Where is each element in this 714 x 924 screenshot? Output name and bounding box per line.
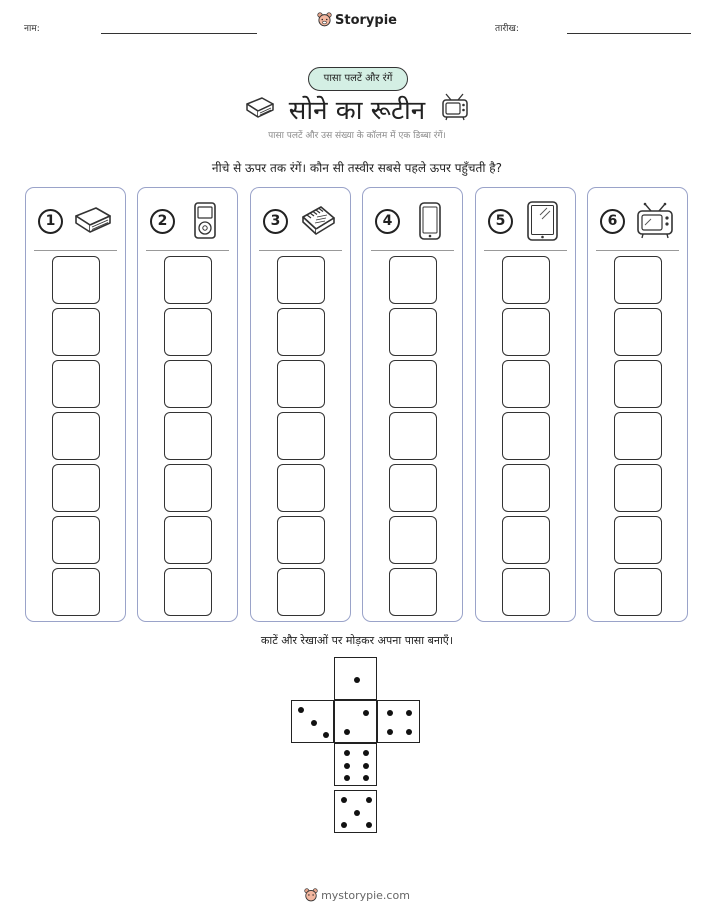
color-box[interactable]	[502, 464, 550, 512]
tv-icon	[634, 201, 676, 241]
color-box[interactable]	[614, 516, 662, 564]
bear-icon	[304, 888, 318, 905]
color-box[interactable]	[389, 412, 437, 460]
dice-pip	[344, 729, 350, 735]
color-box[interactable]	[502, 308, 550, 356]
column-divider	[484, 250, 567, 251]
dice-column-3	[250, 187, 351, 622]
color-box[interactable]	[502, 516, 550, 564]
name-label: नाम:	[24, 24, 40, 34]
color-box[interactable]	[389, 516, 437, 564]
ipod-icon	[184, 201, 226, 241]
dice-pip	[366, 797, 372, 803]
dice-pip	[344, 763, 350, 769]
color-box[interactable]	[52, 412, 100, 460]
color-box[interactable]	[502, 256, 550, 304]
dice-pip	[406, 710, 412, 716]
page-title: सोने का रूटीन	[288, 96, 426, 126]
footer	[0, 888, 714, 905]
notebook-icon	[297, 201, 339, 241]
dice-pip	[387, 729, 393, 735]
dice-pip	[387, 710, 393, 716]
date-line[interactable]	[567, 33, 691, 34]
column-divider	[596, 250, 679, 251]
dice-pip	[311, 720, 317, 726]
color-box[interactable]	[389, 360, 437, 408]
dice-column-5	[475, 187, 576, 622]
brand-logo	[0, 12, 714, 31]
color-box[interactable]	[389, 256, 437, 304]
color-box[interactable]	[277, 308, 325, 356]
color-box[interactable]	[389, 308, 437, 356]
column-divider	[259, 250, 342, 251]
column-number: 2	[150, 209, 175, 234]
dice-pip	[298, 707, 304, 713]
dice-face-1	[334, 657, 377, 700]
book-icon	[72, 201, 114, 241]
color-box[interactable]	[502, 412, 550, 460]
column-number: 4	[375, 209, 400, 234]
color-box[interactable]	[502, 360, 550, 408]
color-box[interactable]	[614, 412, 662, 460]
dice-pip	[363, 710, 369, 716]
color-box[interactable]	[277, 360, 325, 408]
color-box[interactable]	[614, 464, 662, 512]
color-box[interactable]	[389, 464, 437, 512]
dice-pip	[341, 797, 347, 803]
column-divider	[34, 250, 117, 251]
color-box[interactable]	[52, 568, 100, 616]
game-badge: पासा पलटें और रंगें	[308, 67, 408, 91]
footer-url[interactable]: mystorypie.com	[321, 889, 410, 902]
color-box[interactable]	[52, 308, 100, 356]
dice-pip	[344, 775, 350, 781]
title-tv-icon	[440, 92, 470, 126]
color-box[interactable]	[164, 308, 212, 356]
column-divider	[371, 250, 454, 251]
dice-column-6	[587, 187, 688, 622]
color-box[interactable]	[164, 256, 212, 304]
color-box[interactable]	[614, 568, 662, 616]
dice-pip	[363, 775, 369, 781]
date-label: तारीख:	[495, 24, 519, 34]
color-box[interactable]	[277, 464, 325, 512]
dice-face-6	[334, 743, 377, 786]
color-box[interactable]	[164, 412, 212, 460]
color-box[interactable]	[52, 516, 100, 564]
dice-pip	[406, 729, 412, 735]
column-divider	[146, 250, 229, 251]
dice-face-2	[334, 700, 377, 743]
dice-pip	[354, 677, 360, 683]
dice-face-5	[334, 790, 377, 833]
color-box[interactable]	[164, 360, 212, 408]
color-box[interactable]	[614, 360, 662, 408]
color-box[interactable]	[52, 256, 100, 304]
color-box[interactable]	[277, 256, 325, 304]
dice-pip	[344, 750, 350, 756]
color-box[interactable]	[277, 516, 325, 564]
color-box[interactable]	[52, 464, 100, 512]
page-subtitle: पासा पलटें और उस संख्या के कॉलम में एक डिब्बा रंगें।	[268, 131, 446, 141]
dice-pip	[341, 822, 347, 828]
color-box[interactable]	[614, 308, 662, 356]
dice-pip	[363, 750, 369, 756]
color-box[interactable]	[164, 516, 212, 564]
dice-column-4	[362, 187, 463, 622]
dice-pip	[363, 763, 369, 769]
color-box[interactable]	[502, 568, 550, 616]
color-box[interactable]	[614, 256, 662, 304]
color-box[interactable]	[277, 412, 325, 460]
dice-face-4	[377, 700, 420, 743]
color-box[interactable]	[164, 464, 212, 512]
dice-pip	[354, 810, 360, 816]
color-box[interactable]	[277, 568, 325, 616]
smartphone-icon	[409, 201, 451, 241]
column-number: 1	[38, 209, 63, 234]
column-number: 5	[488, 209, 513, 234]
color-box[interactable]	[52, 360, 100, 408]
dice-column-1	[25, 187, 126, 622]
dice-face-3	[291, 700, 334, 743]
coloring-instruction: नीचे से ऊपर तक रंगें। कौन सी तस्वीर सबसे पहले ऊपर पहुँचती है?	[211, 161, 503, 175]
dice-column-2	[137, 187, 238, 622]
column-number: 6	[600, 209, 625, 234]
dice-pip	[323, 732, 329, 738]
column-number: 3	[263, 209, 288, 234]
name-line[interactable]	[101, 33, 257, 34]
dice-pip	[366, 822, 372, 828]
color-box[interactable]	[389, 568, 437, 616]
brand-name: Storypie	[335, 13, 397, 28]
bear-icon	[317, 12, 332, 31]
tablet-icon	[522, 201, 564, 241]
dice-instruction: काटें और रेखाओं पर मोड़कर अपना पासा बनाएँ।	[260, 634, 454, 647]
color-box[interactable]	[164, 568, 212, 616]
